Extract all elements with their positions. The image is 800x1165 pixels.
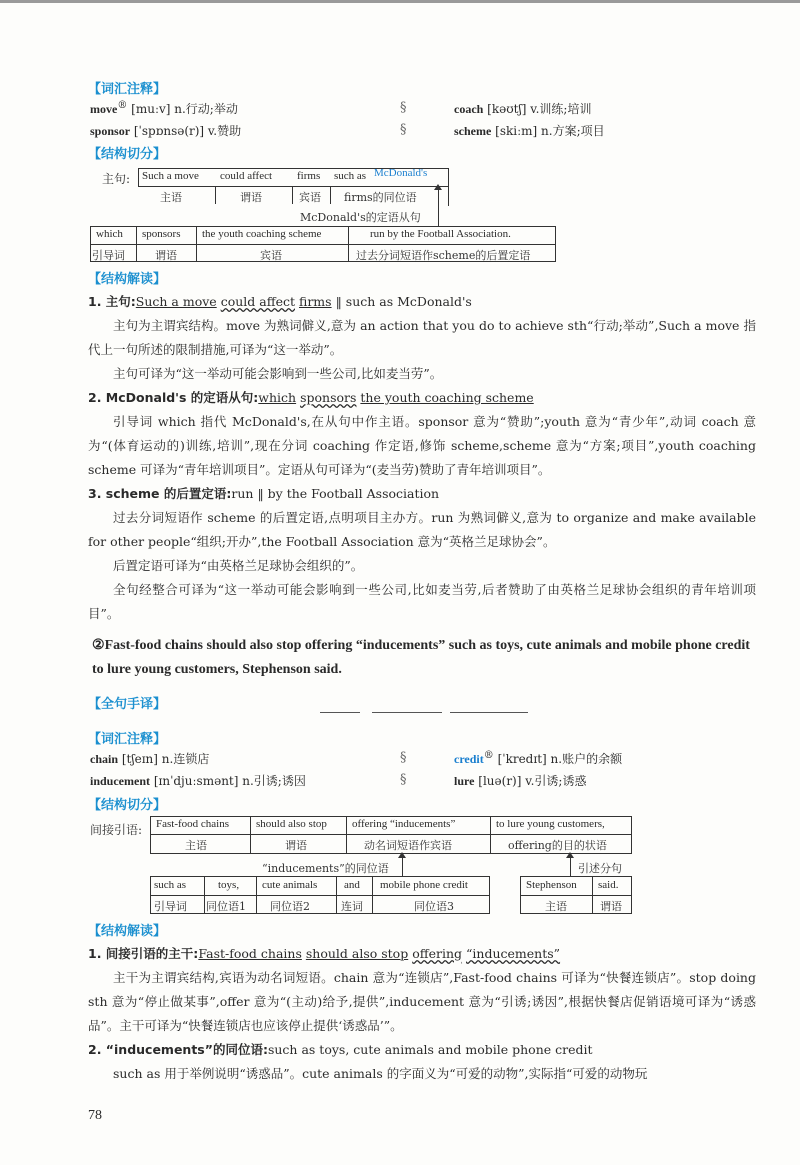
vocab-entry-lure (454, 772, 586, 789)
paragraph-2-1-text: 主干为主谓宾结构,宾语为动名词短语。chain 意为“连锁店”,Fast-food chains 可译为“快餐连锁店”。stop doing sth 意为“停止做某事”,offer 意为“(主动)给予,提供”,inducement 意为“引诱;诱因”,根据快餐店促销语境可译为“诱惑品”。主干可译为“快餐连锁店也应该停止提供‘诱惑品’”。 (88, 970, 756, 1033)
lbl-reporting-clause: 引述分句 (578, 862, 622, 875)
vocab-def: [tʃeɪn] n.连锁店 (121, 752, 210, 766)
paragraph-2-2-text: such as 用于举例说明“诱惑品”。cute animals 的字面义为“可爱的动物”,实际指“可爱的动物玩 (113, 1066, 648, 1081)
divider-icon: § (400, 122, 407, 137)
sentence-number: ② (92, 638, 105, 653)
vocab-def: [ˈkredɪt] n.账户的余额 (497, 752, 623, 766)
lbl-appositive-1: 同位语1 (206, 900, 246, 913)
seg-said: said. (598, 879, 619, 891)
lbl-conjunction: 连词 (341, 900, 363, 913)
struct-heading-1: 【结构切分】 (88, 147, 167, 162)
lbl-subject: 主语 (160, 191, 182, 204)
seg-mcdonalds: McDonald's (374, 167, 428, 179)
vocab-word: sponsor (90, 124, 131, 138)
lbl-object-2: 宾语 (260, 249, 282, 262)
paragraph-2-text: 引导词 which 指代 McDonald's,在从句中作主语。sponsor 意为“赞助”;youth 意为“青少年”,动词 coach 意为“(体育运动的)训练,培训”,现在分词 coaching 作定语,修饰 scheme,scheme 意为“方案;项目”,youth coaching scheme 可译为“青年培训项目”。定语从句可译为“(麦当劳)赞助了青年培训项目”。 (88, 414, 756, 477)
lbl-appositive-3: 同位语3 (414, 900, 454, 913)
arrow-up-icon (398, 852, 406, 858)
lbl-postmodifier: 过去分词短语作scheme的后置定语 (356, 249, 531, 262)
vocab-entry-sponsor (90, 122, 241, 139)
sentence-text: Fast-food chains should also stop offering “inducements” such as toys, cute animals and mobile phone credit to lure young customers, Stephenson said. (92, 638, 750, 677)
vocab-entry-chain (90, 750, 209, 767)
vocab-def: [luə(r)] v.引诱;诱惑 (478, 774, 587, 788)
main-clause-label: 主句: (102, 172, 131, 186)
lbl-relative-clause: McDonald's的定语从句 (300, 211, 421, 224)
seg-sponsors: sponsors (142, 228, 181, 240)
expl-heading-1: 【结构解读】 (88, 272, 167, 287)
lbl-object: 宾语 (299, 191, 321, 204)
summary-translation: 全句经整合可译为“这一举动可能会影响到一些公司,比如麦当劳,后者赞助了由英格兰足球协会组织的青年培训项目”。 (88, 582, 756, 621)
paragraph-1-text: 主句为主谓宾结构。move 为熟词僻义,意为 an action that you do to achieve sth“行动;举动”,Such a move 指代上一句所述的限制措施,可译为“这一举动”。 (88, 318, 756, 357)
divider-icon: § (400, 100, 407, 115)
paragraph-2-head: 2. McDonald's 的定语从句:which sponsors the youth coaching scheme (88, 390, 534, 405)
vocab-word: credit (454, 752, 484, 766)
seg-such-as-2: such as (154, 879, 187, 891)
hand-translate-heading: 【全句手译】 (88, 697, 167, 712)
vocab-entry-scheme (454, 122, 605, 139)
seg-cute-animals: cute animals (262, 879, 318, 891)
paragraph-2-2-head: 2. “inducements”的同位语:such as toys, cute animals and mobile phone credit (88, 1042, 593, 1057)
divider-icon: § (400, 772, 407, 787)
vocab-word: coach (454, 102, 484, 116)
seg-subject: Such a move (142, 170, 199, 182)
seg-should-stop: should also stop (256, 818, 327, 830)
mark-icon: ® (117, 100, 128, 111)
divider-icon: § (400, 750, 407, 765)
lbl-verb: 谓语 (240, 191, 262, 204)
vocab-word: scheme (454, 124, 492, 138)
seg-such-as: such as (334, 170, 367, 182)
arrow-up-icon (566, 852, 574, 858)
vocab-def: [skiːm] n.方案;项目 (495, 124, 605, 138)
lbl-appositive-2: 同位语2 (270, 900, 310, 913)
page-number: 78 (88, 1108, 102, 1123)
vocab-entry-credit (454, 750, 622, 767)
indirect-speech-label: 间接引语: (90, 823, 143, 837)
seg-mobile-credit: mobile phone credit (380, 879, 468, 891)
sentence-2 (92, 634, 752, 682)
top-rule (0, 0, 800, 3)
vocab-heading-2: 【词汇注释】 (88, 732, 167, 747)
lbl-appositive: firms的同位语 (344, 191, 417, 204)
paragraph-1-translation: 主句可译为“这一举动可能会影响到一些公司,比如麦当劳”。 (113, 366, 443, 381)
vocab-word: move (90, 102, 118, 116)
paragraph-1-head: 1. 主句:Such a move could affect firms ‖ such as McDonald's (88, 294, 472, 309)
vocab-entry-move (90, 100, 238, 117)
vocab-word: lure (454, 774, 475, 788)
seg-run-by: run by the Football Association. (370, 228, 511, 240)
lbl-introducer: 引导词 (92, 249, 125, 262)
vocab-word: inducement (90, 774, 150, 788)
seg-lure: to lure young customers, (496, 818, 605, 830)
lbl-gerund-object: 动名词短语作宾语 (364, 839, 452, 852)
vocab-entry-inducement (90, 772, 306, 789)
vocab-heading-1: 【词汇注释】 (88, 82, 167, 97)
seg-object: firms (297, 170, 321, 182)
seg-offering: offering “inducements” (352, 818, 456, 830)
mark-icon: ® (483, 750, 494, 761)
vocab-def: [muːv] n.行动;举动 (131, 102, 238, 116)
lbl-subject-2: 主语 (185, 839, 207, 852)
lbl-introducer-2: 引导词 (154, 900, 187, 913)
seg-toys: toys, (218, 879, 240, 891)
paragraph-2-1-head: 1. 间接引语的主干:Fast-food chains should also stop offering “inducements” (88, 946, 561, 961)
vocab-def: [ɪnˈdjuːsmənt] n.引诱;诱因 (153, 774, 306, 788)
seg-verb: could affect (220, 170, 273, 182)
paragraph-3-translation: 后置定语可译为“由英格兰足球协会组织的”。 (113, 558, 364, 573)
seg-stephenson: Stephenson (526, 879, 577, 891)
expl-heading-2: 【结构解读】 (88, 924, 167, 939)
struct-heading-2: 【结构切分】 (88, 798, 167, 813)
vocab-entry-coach (454, 100, 591, 117)
arrow-up-icon (434, 184, 442, 190)
seg-and: and (344, 879, 360, 891)
paragraph-3-head: 3. scheme 的后置定语:run ‖ by the Football Association (88, 486, 440, 501)
seg-which: which (96, 228, 123, 240)
lbl-verb-3: 谓语 (285, 839, 307, 852)
seg-youth-scheme: the youth coaching scheme (202, 228, 322, 240)
lbl-inducements-appositive: “inducements”的同位语 (262, 862, 389, 875)
lbl-verb-4: 谓语 (600, 900, 622, 913)
lbl-purpose: offering的目的状语 (508, 839, 607, 852)
seg-fastfood: Fast-food chains (156, 818, 230, 830)
vocab-word: chain (90, 752, 119, 766)
lbl-subject-3: 主语 (545, 900, 567, 913)
lbl-verb-2: 谓语 (155, 249, 177, 262)
vocab-def: [kəʊtʃ] v.训练;培训 (487, 102, 592, 116)
paragraph-3-text: 过去分词短语作 scheme 的后置定语,点明项目主办方。run 为熟词僻义,意为 to organize and make available for other people“组织;开办”,the Football Association 意为“英格兰足球协会”。 (88, 510, 756, 549)
vocab-def: [ˈspɒnsə(r)] v.赞助 (133, 124, 242, 138)
